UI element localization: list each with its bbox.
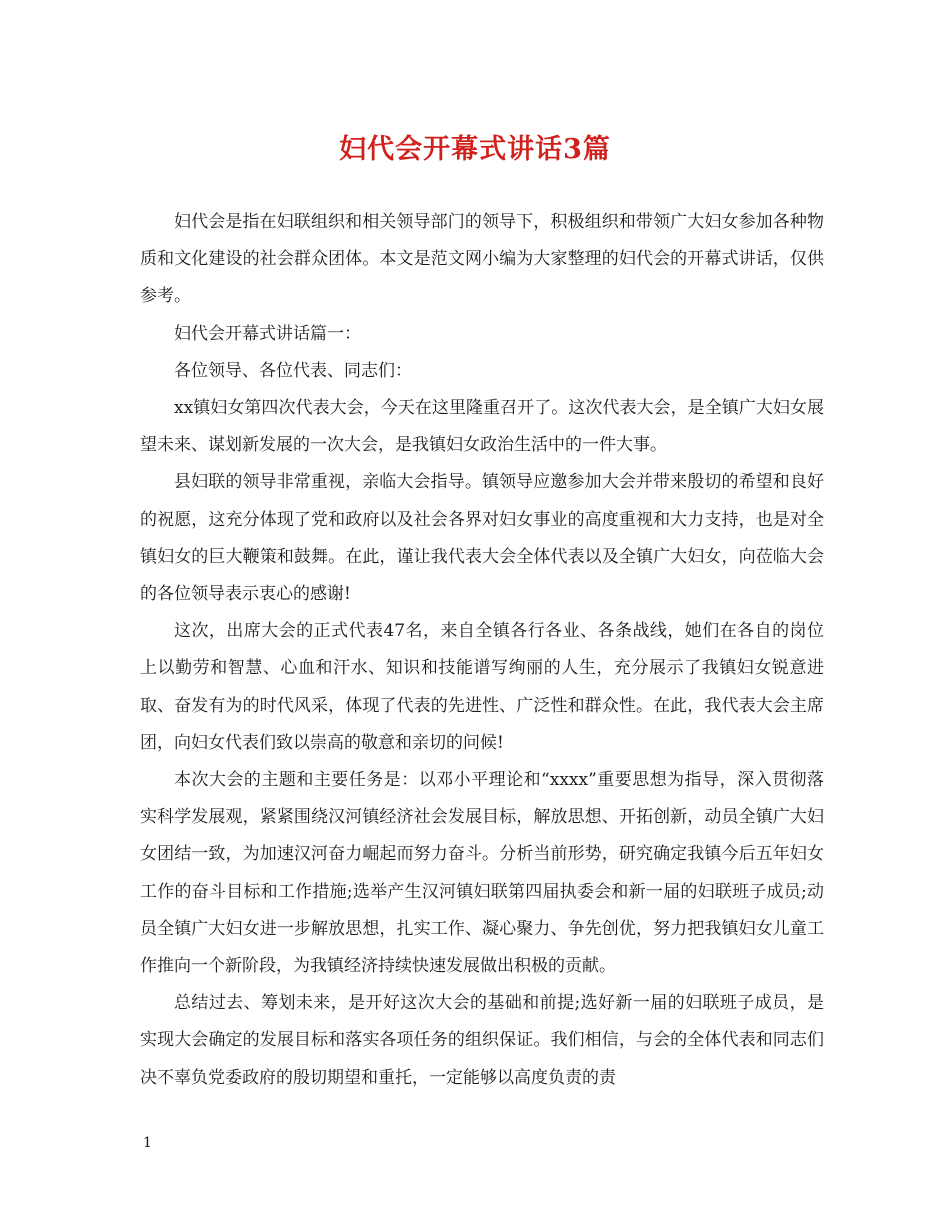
document-title: 妇代会开幕式讲话3篇 [339,134,611,165]
paragraph-section-heading: 妇代会开幕式讲话篇一： [174,323,361,344]
page-number: 1 [143,1135,152,1151]
paragraph-delegates: 这次，出席大会的正式代表47名，来自全镇各行各业、各条战线，她们在各自的岗位上以勤劳和智慧、心血和汗水、知识和技能谱写绚丽的人生，充分展示了我镇妇女锐意进取、奋发有为的时代风采，体现了代表的先进性、广泛性和群众性。在此，我代表大会主席团，向妇女代表们致以崇高的敬意和亲切的问候! [140,621,824,753]
paragraph-intro: 妇代会是指在妇联组织和相关领导部门的领导下，积极组织和带领广大妇女参加各种物质和文化建设的社会群众团体。本文是范文网小编为大家整理的妇代会的开幕式讲话，仅供参考。 [140,212,824,307]
document-body [140,204,824,1097]
paragraph-salutation: 各位领导、各位代表、同志们： [174,360,412,381]
paragraph-theme: 本次大会的主题和主要任务是：以邓小平理论和“xxxx”重要思想为指导，深入贯彻落实科学发展观，紧紧围绕汉河镇经济社会发展目标，解放思想、开拓创新，动员全镇广大妇女团结一致，为加速汉河奋力崛起而努力奋斗。分析当前形势，研究确定我镇今后五年妇女工作的奋斗目标和工作措施;选举产生汉河镇妇联第四届执委会和新一届的妇联班子成员;动员全镇广大妇女进一步解放思想，扎实工作、凝心聚力、争先创优，努力把我镇妇女儿童工作推向一个新阶段，为我镇经济持续快速发展做出积极的贡献。 [140,770,824,977]
paragraph-summary: 总结过去、筹划未来，是开好这次大会的基础和前提;选好新一届的妇联班子成员，是实现大会确定的发展目标和落实各项任务的组织保证。我们相信，与会的全体代表和同志们决不辜负党委政府的殷切期望和重托，一定能够以高度负责的责 [140,993,824,1088]
paragraph-thanks: 县妇联的领导非常重视，亲临大会指导。镇领导应邀参加大会并带来殷切的希望和良好的祝愿，这充分体现了党和政府以及社会各界对妇女事业的高度重视和大力支持，也是对全镇妇女的巨大鞭策和鼓舞。在此，谨让我代表大会全体代表以及全镇广大妇女，向莅临大会的各位领导表示衷心的感谢! [140,472,824,605]
paragraph-opening: xx镇妇女第四次代表大会，今天在这里隆重召开了。这次代表大会，是全镇广大妇女展望未来、谋划新发展的一次大会，是我镇妇女政治生活中的一件大事。 [140,398,824,456]
